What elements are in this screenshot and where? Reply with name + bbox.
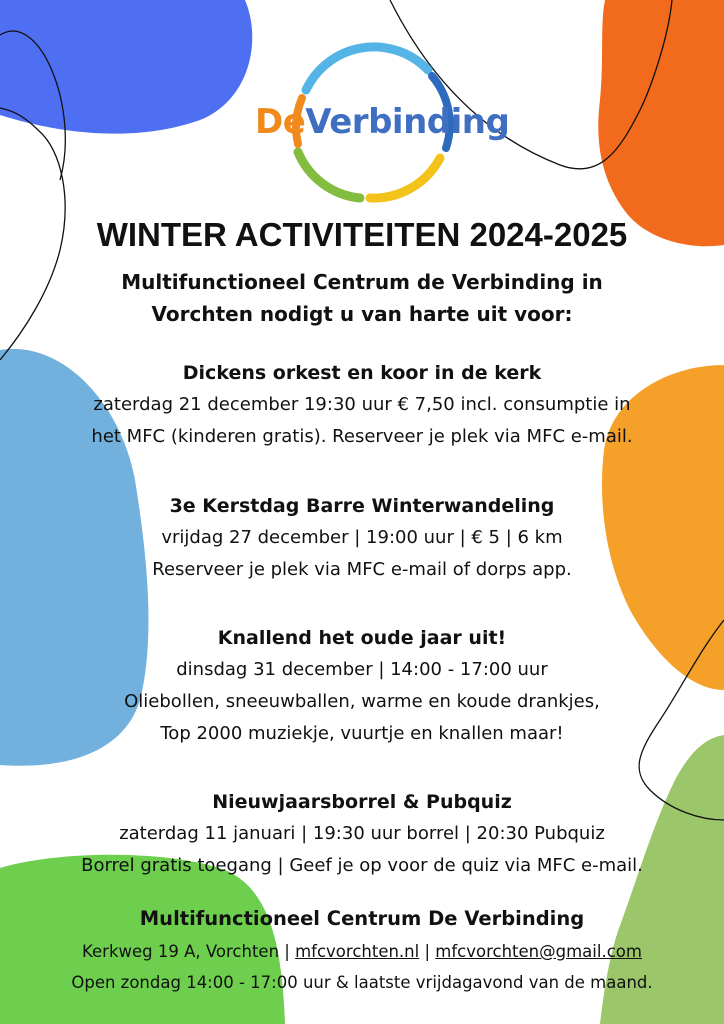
event-title: Dickens orkest en koor in de kerk [182,362,542,384]
event-winterwandeling [0,490,724,586]
event-nieuwjaarsborrel [0,786,724,882]
event-line: het MFC (kinderen gratis). Reserveer je plek via MFC e-mail. [91,426,633,447]
footer-contact [0,936,724,967]
event-title: Knallend het oude jaar uit! [217,627,507,649]
footer [0,902,724,998]
event-line: Borrel gratis toegang | Geef je op voor de quiz via MFC e-mail. [81,855,643,876]
event-line: Reserveer je plek via MFC e-mail of dorps app. [152,559,572,580]
event-title: 3e Kerstdag Barre Winterwandeling [169,495,555,517]
logo-verbinding: Verbinding [305,102,510,142]
footer-hours: Open zondag 14:00 - 17:00 uur & laatste vrijdagavond van de maand. [71,973,653,992]
footer-address: Kerkweg 19 A, Vorchten | [82,942,296,961]
footer-title: Multifunctioneel Centrum De Verbinding [139,907,585,930]
website-link[interactable]: mfcvorchten.nl [295,942,420,961]
event-oudjaar [0,622,724,750]
event-line: dinsdag 31 december | 14:00 - 17:00 uur [176,659,548,680]
intro-line: Vorchten nodigt u van harte uit voor: [151,302,573,326]
de-verbinding-logo [250,40,510,205]
logo-de: De [255,102,306,142]
event-title: Nieuwjaarsborrel & Pubquiz [212,791,512,813]
logo-wordmark [255,102,509,142]
event-line: Oliebollen, sneeuwballen, warme en koude drankjes, [124,691,600,712]
event-dickens [0,357,724,453]
event-line: zaterdag 11 januari | 19:30 uur borrel | 20:30 Pubquiz [119,823,605,844]
page-title: WINTER ACTIVITEITEN 2024-2025 [96,216,628,253]
footer-separator: | [419,942,436,961]
event-line: Top 2000 muziekje, vuurtje en knallen maar! [160,723,564,744]
intro-text [0,266,724,330]
event-line: zaterdag 21 december 19:30 uur € 7,50 incl. consumptie in [93,394,631,415]
intro-line: Multifunctioneel Centrum de Verbinding in [121,270,603,294]
event-line: vrijdag 27 december | 19:00 uur | € 5 | 6 km [161,527,563,548]
email-link[interactable]: mfcvorchten@gmail.com [435,942,642,961]
